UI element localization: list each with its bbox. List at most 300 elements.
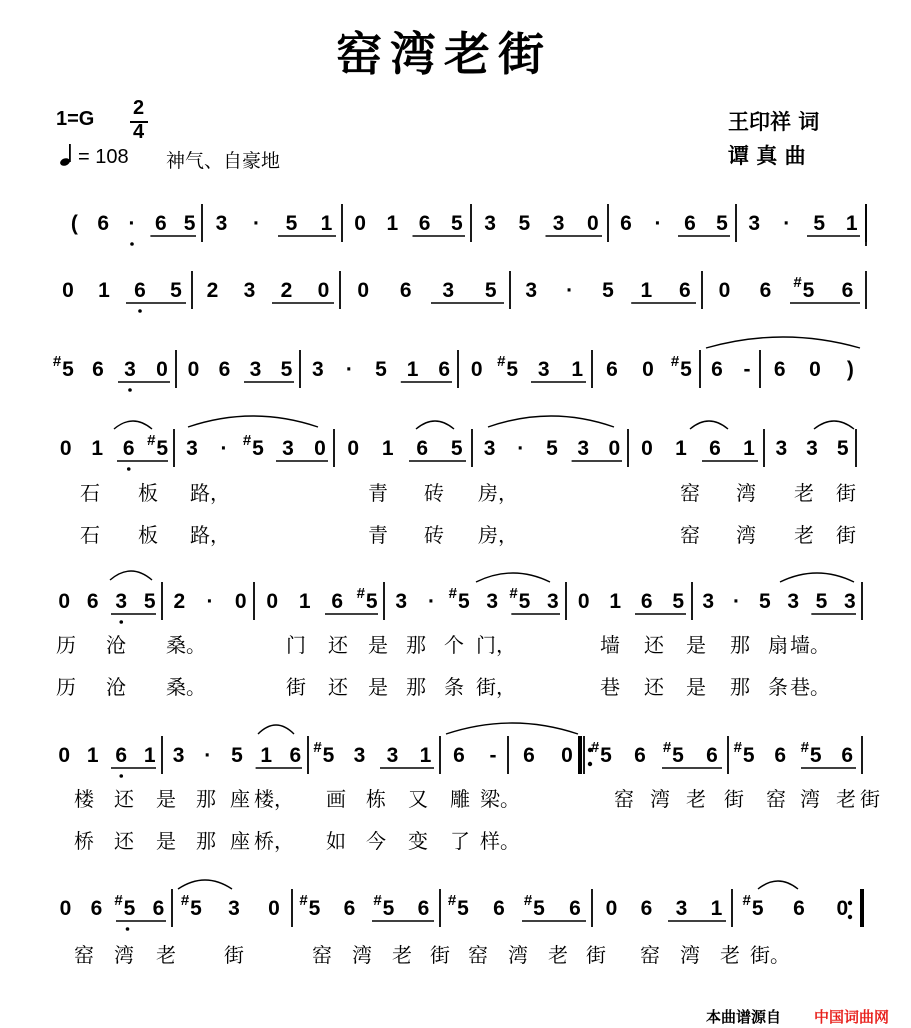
note: 6 bbox=[343, 897, 356, 920]
lyric-char: 巷。 bbox=[790, 675, 830, 699]
note: 0 bbox=[347, 437, 360, 460]
slur bbox=[758, 881, 798, 889]
low-octave-dot bbox=[128, 388, 132, 392]
note: 5 bbox=[231, 744, 243, 767]
note: 6 bbox=[706, 744, 718, 767]
lyric-char: 窑 bbox=[640, 943, 660, 967]
note: 0 bbox=[608, 437, 621, 460]
lyric-char: 还 bbox=[644, 675, 664, 699]
note: 5 bbox=[672, 744, 684, 767]
note: 2 bbox=[173, 590, 186, 613]
lyric-char: 还 bbox=[114, 787, 134, 811]
note: 0 bbox=[642, 358, 654, 381]
note: 0 bbox=[354, 212, 366, 235]
slur bbox=[110, 571, 152, 580]
note: 5 bbox=[322, 744, 335, 767]
note: 6 bbox=[793, 897, 805, 920]
note: 1 bbox=[609, 590, 622, 613]
note: 6 bbox=[154, 212, 167, 235]
note: 0 bbox=[605, 897, 618, 920]
note: 3 bbox=[282, 437, 294, 460]
note: 5 bbox=[602, 279, 614, 302]
note: 1 bbox=[386, 212, 399, 235]
note: 1 bbox=[710, 897, 723, 920]
note: 5 bbox=[62, 358, 74, 381]
lyric-char: 街 bbox=[224, 943, 244, 967]
note: - bbox=[489, 744, 497, 767]
lyric-char: 还 bbox=[644, 633, 664, 657]
sharp-sign: # bbox=[800, 739, 809, 756]
lyric-char: 巷 bbox=[600, 675, 620, 699]
lyric-char: 栋 bbox=[366, 787, 386, 811]
sharp-sign: # bbox=[299, 892, 308, 909]
note: 0 bbox=[59, 897, 72, 920]
note: 5 bbox=[600, 744, 612, 767]
note: 1 bbox=[86, 744, 99, 767]
lyric-char: 房， bbox=[478, 523, 518, 547]
lyric-char: 那 bbox=[196, 829, 216, 853]
lyric-char: 路， bbox=[190, 481, 230, 505]
note: 0 bbox=[577, 590, 590, 613]
low-octave-dot bbox=[126, 927, 130, 931]
lyric-char: 板 bbox=[138, 481, 158, 505]
sharp-sign: # bbox=[356, 585, 365, 602]
sharp-sign: # bbox=[313, 739, 322, 756]
note: 0 bbox=[156, 358, 168, 381]
low-octave-dot bbox=[138, 309, 142, 313]
sharp-sign: # bbox=[52, 353, 62, 370]
note: 1 bbox=[571, 358, 584, 381]
note: · bbox=[206, 590, 214, 613]
note: 6 bbox=[841, 744, 854, 767]
lyric-char: 桥 bbox=[74, 829, 94, 853]
lyric-char: 样。 bbox=[480, 829, 520, 853]
note: 0 bbox=[314, 437, 326, 460]
note: 3 bbox=[546, 590, 559, 613]
slur bbox=[488, 416, 614, 427]
note: 3 bbox=[525, 279, 538, 302]
note: 5 bbox=[450, 437, 463, 460]
note: 6 bbox=[709, 437, 721, 460]
note: 1 bbox=[143, 744, 156, 767]
lyric-char: 窑 bbox=[680, 481, 700, 505]
note: 3 bbox=[806, 437, 818, 460]
slur bbox=[690, 421, 728, 429]
sharp-sign: # bbox=[447, 892, 457, 909]
note: 0 bbox=[718, 279, 731, 302]
note: 6 bbox=[115, 744, 128, 767]
slur bbox=[706, 337, 860, 348]
lyric-char: 雕 bbox=[450, 787, 470, 811]
lyric-char: 是 bbox=[686, 633, 706, 657]
note: 3 bbox=[124, 358, 136, 381]
lyric-char: 是 bbox=[368, 633, 388, 657]
lyric-char: 湾 bbox=[352, 943, 372, 967]
lyric-char: 老 bbox=[686, 787, 706, 811]
lyric-char: 是 bbox=[368, 675, 388, 699]
note: 5 bbox=[285, 212, 298, 235]
note: 0 bbox=[62, 279, 74, 302]
slur bbox=[114, 421, 152, 429]
note: 0 bbox=[234, 590, 247, 613]
lyric-char: 那 bbox=[730, 675, 750, 699]
note: 6 bbox=[86, 590, 99, 613]
sharp-sign: # bbox=[742, 892, 751, 909]
note: · bbox=[566, 279, 574, 302]
lyric-char: 墙 bbox=[600, 633, 620, 657]
note: 6 bbox=[493, 897, 505, 920]
note: 6 bbox=[97, 212, 110, 235]
lyric-char: 湾 bbox=[800, 787, 820, 811]
note: 3 bbox=[442, 279, 455, 302]
lyric-char: 板 bbox=[138, 523, 158, 547]
note: 6 bbox=[711, 358, 723, 381]
note: 6 bbox=[640, 590, 653, 613]
sharp-sign: # bbox=[497, 353, 506, 370]
sharp-sign: # bbox=[147, 432, 156, 449]
lyric-char: 那 bbox=[406, 675, 426, 699]
note: 3 bbox=[395, 590, 408, 613]
note: 3 bbox=[486, 590, 499, 613]
lyric-char: 青 bbox=[368, 523, 388, 547]
note: 6 bbox=[134, 279, 146, 302]
time-signature-top: 2 bbox=[133, 97, 145, 119]
note: 3 bbox=[115, 590, 128, 613]
lyric-char: 老 bbox=[720, 943, 740, 967]
lyric-char: 窑 bbox=[614, 787, 634, 811]
note: · bbox=[733, 590, 740, 613]
note: 5 bbox=[484, 279, 497, 302]
note: 5 bbox=[382, 897, 395, 920]
note: 3 bbox=[577, 437, 590, 460]
note: 5 bbox=[365, 590, 378, 613]
lyric-char: 湾 bbox=[508, 943, 528, 967]
note: 3 bbox=[675, 897, 688, 920]
note: · bbox=[517, 437, 525, 460]
note: 6 bbox=[678, 279, 691, 302]
note: 5 bbox=[190, 897, 202, 920]
repeat-dot bbox=[848, 901, 852, 905]
repeat-dot bbox=[588, 762, 592, 766]
note: 5 bbox=[457, 590, 470, 613]
note: 6 bbox=[620, 212, 632, 235]
lyric-char: 还 bbox=[328, 633, 348, 657]
note: 0 bbox=[317, 279, 330, 302]
note: 5 bbox=[457, 897, 469, 920]
lyric-char: 历 bbox=[56, 675, 76, 699]
lyric-char: 那 bbox=[406, 633, 426, 657]
lyric-char: 窑 bbox=[766, 787, 786, 811]
slur bbox=[258, 725, 294, 734]
lyric-char: 窑 bbox=[680, 523, 700, 547]
lyricist-credit: 王印祥 词 bbox=[728, 110, 820, 134]
sharp-sign: # bbox=[180, 892, 190, 909]
note: 2 bbox=[280, 279, 293, 302]
note: 5 bbox=[143, 590, 156, 613]
slur bbox=[178, 880, 232, 889]
note: 1 bbox=[91, 437, 104, 460]
note: 3 bbox=[484, 212, 496, 235]
note: 0 bbox=[58, 590, 71, 613]
lyric-char: 老 bbox=[794, 523, 814, 547]
lyric-char: 历 bbox=[56, 633, 76, 657]
sharp-sign: # bbox=[733, 739, 742, 756]
lyric-char: 楼 bbox=[74, 787, 94, 811]
note: 1 bbox=[298, 590, 311, 613]
note: 3 bbox=[748, 212, 761, 235]
sharp-sign: # bbox=[670, 353, 680, 370]
note: 5 bbox=[751, 897, 764, 920]
lyric-char: 个 bbox=[444, 633, 464, 657]
slur bbox=[446, 723, 578, 734]
sharp-sign: # bbox=[509, 585, 518, 602]
note: 6 bbox=[774, 744, 787, 767]
note: · bbox=[654, 212, 662, 235]
lyric-char: 是 bbox=[686, 675, 706, 699]
note: 3 bbox=[843, 590, 856, 613]
lyric-char: 街 bbox=[724, 787, 744, 811]
note: 3 bbox=[702, 590, 715, 613]
note: 6 bbox=[122, 437, 135, 460]
note: 1 bbox=[406, 358, 419, 381]
lyric-char: 了 bbox=[450, 829, 470, 853]
note: 6 bbox=[417, 897, 430, 920]
sharp-sign: # bbox=[523, 892, 533, 909]
sharp-sign: # bbox=[373, 892, 382, 909]
note: 5 bbox=[280, 358, 293, 381]
tempo-value: = 108 bbox=[78, 146, 129, 168]
note: 1 bbox=[675, 437, 687, 460]
note: 5 bbox=[758, 590, 771, 613]
note: · bbox=[220, 437, 228, 460]
lyric-char: 湾 bbox=[736, 481, 756, 505]
note: ) bbox=[846, 358, 854, 381]
composer-credit: 谭 真 曲 bbox=[728, 144, 806, 168]
note: - bbox=[743, 358, 751, 381]
footer-source-label: 本曲谱源自 bbox=[706, 1008, 782, 1026]
lyric-char: 老 bbox=[548, 943, 568, 967]
lyric-char: 窑 bbox=[468, 943, 488, 967]
lyric-char: 湾 bbox=[114, 943, 134, 967]
lyric-char: 楼， bbox=[254, 787, 294, 811]
note: 5 bbox=[546, 437, 558, 460]
note: 5 bbox=[170, 279, 182, 302]
note: 6 bbox=[684, 212, 696, 235]
lyric-char: 门， bbox=[476, 633, 516, 657]
lyric-char: 街 bbox=[286, 675, 306, 699]
note: 0 bbox=[587, 212, 599, 235]
note: · bbox=[345, 358, 353, 381]
lyric-char: 砖 bbox=[424, 481, 444, 505]
sharp-sign: # bbox=[590, 739, 600, 756]
note: 1 bbox=[320, 212, 333, 235]
note: 3 bbox=[172, 744, 185, 767]
note: 5 bbox=[506, 358, 519, 381]
sharp-sign: # bbox=[448, 585, 458, 602]
lyric-char: 街 bbox=[860, 787, 880, 811]
note: 6 bbox=[523, 744, 535, 767]
lyric-char: 老 bbox=[392, 943, 412, 967]
note: 0 bbox=[58, 744, 71, 767]
lyric-char: 又 bbox=[408, 787, 428, 811]
note: 5 bbox=[742, 744, 755, 767]
lyric-char: 座 bbox=[230, 829, 250, 853]
lyric-char: 还 bbox=[328, 675, 348, 699]
note: · bbox=[253, 212, 260, 235]
note: 3 bbox=[787, 590, 800, 613]
note: 5 bbox=[375, 358, 387, 381]
lyric-char: 窑 bbox=[74, 943, 94, 967]
note: 0 bbox=[59, 437, 72, 460]
note: 5 bbox=[156, 437, 169, 460]
note: 5 bbox=[836, 437, 849, 460]
note: 0 bbox=[836, 897, 849, 920]
lyric-char: 是 bbox=[156, 829, 176, 853]
note: ( bbox=[70, 212, 78, 235]
lyric-char: 那 bbox=[196, 787, 216, 811]
note: 5 bbox=[815, 590, 828, 613]
note: 5 bbox=[802, 279, 815, 302]
lyric-char: 老 bbox=[156, 943, 176, 967]
note: 5 bbox=[813, 212, 826, 235]
tempo-expression: 神气、自豪地 bbox=[166, 150, 281, 172]
key-signature: 1=G bbox=[56, 108, 95, 130]
note: 5 bbox=[672, 590, 685, 613]
lyric-char: 沧 bbox=[106, 633, 126, 657]
note: 5 bbox=[680, 358, 692, 381]
note: 6 bbox=[606, 358, 618, 381]
note: 6 bbox=[289, 744, 302, 767]
note: 5 bbox=[451, 212, 463, 235]
lyric-char: 石 bbox=[80, 481, 100, 505]
note: 5 bbox=[123, 897, 136, 920]
lyric-char: 扇 bbox=[768, 633, 788, 657]
note: 3 bbox=[775, 437, 788, 460]
lyric-char: 湾 bbox=[650, 787, 670, 811]
sharp-sign: # bbox=[662, 739, 672, 756]
slur bbox=[416, 421, 454, 429]
note: 5 bbox=[533, 897, 545, 920]
lyric-char: 墙。 bbox=[790, 633, 830, 657]
note: 3 bbox=[386, 744, 399, 767]
low-octave-dot bbox=[127, 467, 131, 471]
note: 1 bbox=[381, 437, 394, 460]
lyric-char: 青 bbox=[368, 481, 388, 505]
lyric-char: 老 bbox=[836, 787, 856, 811]
note: 6 bbox=[152, 897, 165, 920]
lyric-char: 画 bbox=[326, 787, 346, 811]
note: 6 bbox=[640, 897, 653, 920]
note: 6 bbox=[218, 358, 231, 381]
lyric-char: 房， bbox=[478, 481, 518, 505]
note: 6 bbox=[90, 897, 103, 920]
time-signature-bottom: 4 bbox=[133, 121, 145, 143]
lyric-char: 座 bbox=[230, 787, 250, 811]
lyric-char: 梁。 bbox=[480, 787, 520, 811]
lyric-char: 窑 bbox=[312, 943, 332, 967]
slur bbox=[780, 573, 854, 582]
lyric-char: 变 bbox=[408, 829, 428, 853]
sharp-sign: # bbox=[114, 892, 123, 909]
note: 6 bbox=[92, 358, 104, 381]
note: 6 bbox=[399, 279, 412, 302]
note: · bbox=[204, 744, 212, 767]
lyric-char: 条 bbox=[768, 675, 788, 699]
note: 3 bbox=[483, 437, 496, 460]
note: · bbox=[783, 212, 791, 235]
slur bbox=[814, 421, 854, 429]
note: 1 bbox=[640, 279, 653, 302]
lyric-char: 那 bbox=[730, 633, 750, 657]
note: 5 bbox=[518, 212, 531, 235]
note: 6 bbox=[418, 212, 431, 235]
note: 6 bbox=[331, 590, 344, 613]
note: 1 bbox=[419, 744, 432, 767]
lyric-char: 街 bbox=[586, 943, 606, 967]
note: 3 bbox=[215, 212, 228, 235]
lyric-char: 街 bbox=[836, 523, 856, 547]
note: 0 bbox=[561, 744, 573, 767]
lyric-char: 桑。 bbox=[166, 633, 206, 657]
note: 5 bbox=[518, 590, 531, 613]
footer-site: 中国词曲网 bbox=[814, 1008, 890, 1026]
note: 1 bbox=[845, 212, 858, 235]
note: 3 bbox=[311, 358, 324, 381]
lyric-char: 桑。 bbox=[166, 675, 206, 699]
note: 6 bbox=[773, 358, 786, 381]
note: 3 bbox=[186, 437, 198, 460]
lyric-char: 砖 bbox=[424, 523, 444, 547]
slur bbox=[476, 573, 550, 582]
note: 6 bbox=[569, 897, 581, 920]
note: 1 bbox=[260, 744, 273, 767]
lyric-char: 石 bbox=[80, 523, 100, 547]
note: 6 bbox=[438, 358, 451, 381]
note: 6 bbox=[634, 744, 646, 767]
note: 6 bbox=[759, 279, 772, 302]
note: · bbox=[428, 590, 435, 613]
note: 0 bbox=[266, 590, 279, 613]
lyric-char: 条 bbox=[444, 675, 464, 699]
lyric-char: 是 bbox=[156, 787, 176, 811]
low-octave-dot bbox=[119, 620, 123, 624]
low-octave-dot bbox=[119, 774, 123, 778]
low-octave-dot bbox=[130, 242, 134, 246]
song-title: 窑湾老街 bbox=[336, 27, 552, 81]
note: 3 bbox=[353, 744, 366, 767]
lyric-char: 桥， bbox=[254, 829, 294, 853]
note: 0 bbox=[357, 279, 370, 302]
note: 6 bbox=[841, 279, 854, 302]
note: 5 bbox=[252, 437, 264, 460]
lyric-char: 街 bbox=[430, 943, 450, 967]
note: 3 bbox=[552, 212, 565, 235]
lyric-char: 街， bbox=[476, 675, 516, 699]
note: · bbox=[128, 212, 136, 235]
note: 2 bbox=[206, 279, 219, 302]
sharp-sign: # bbox=[242, 432, 252, 449]
lyric-char: 如 bbox=[326, 829, 346, 853]
note: 0 bbox=[187, 358, 200, 381]
note: 5 bbox=[308, 897, 321, 920]
lyric-char: 还 bbox=[114, 829, 134, 853]
note: 5 bbox=[809, 744, 822, 767]
lyric-char: 沧 bbox=[106, 675, 126, 699]
note: 3 bbox=[249, 358, 262, 381]
note: 5 bbox=[716, 212, 728, 235]
lyric-char: 湾 bbox=[736, 523, 756, 547]
note: 1 bbox=[743, 437, 755, 460]
